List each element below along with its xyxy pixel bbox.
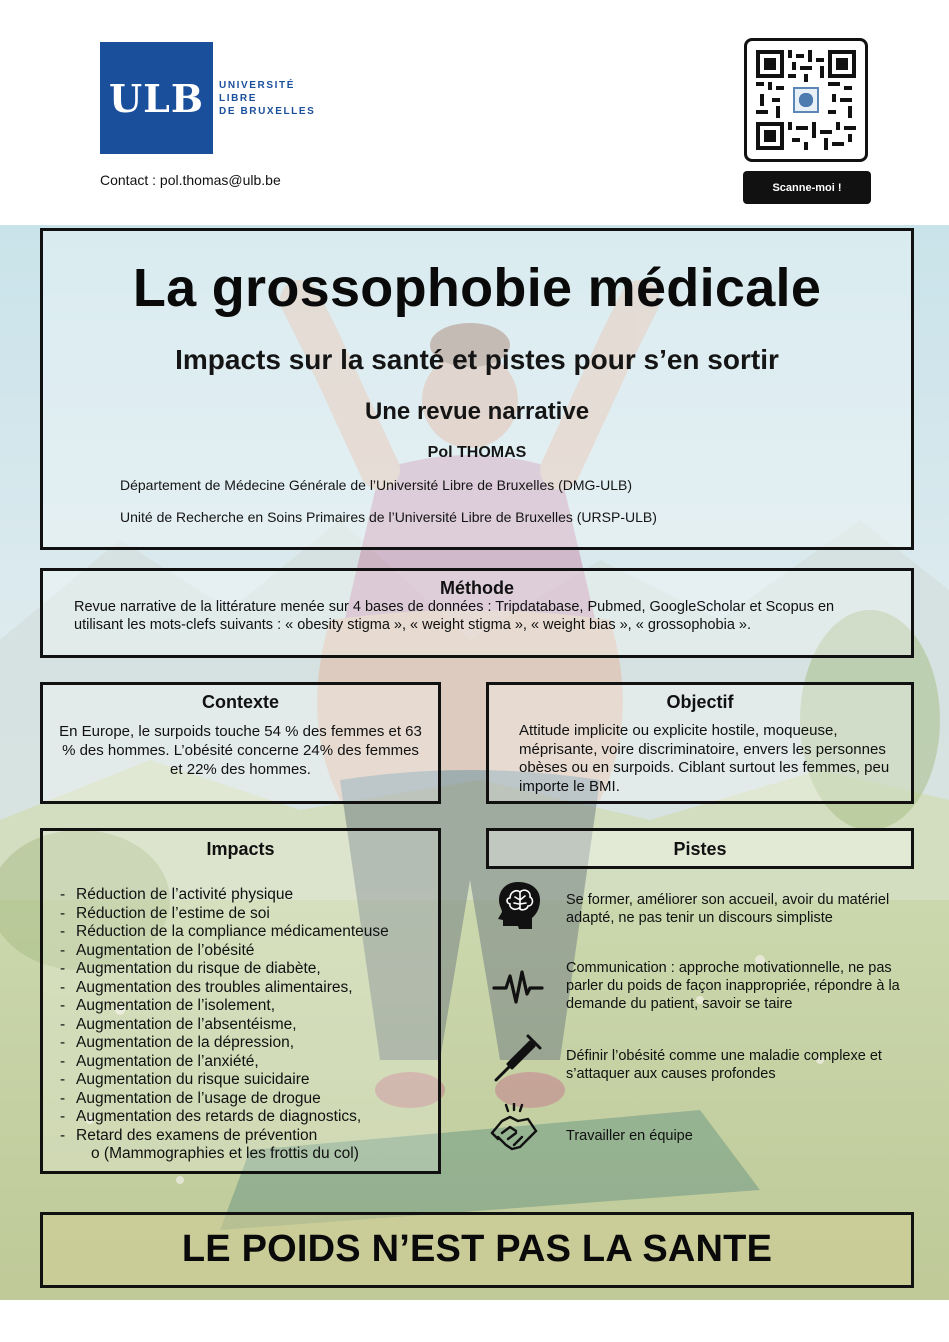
- pistes-title: Pistes: [673, 839, 727, 859]
- logo-line: DE BRUXELLES: [219, 106, 316, 117]
- poster-title: La grossophobie médicale: [132, 258, 822, 318]
- contexte-title: Contexte: [201, 692, 279, 712]
- list-item: - Augmentation de l’usage de drogue: [57, 1090, 430, 1109]
- pistes-header: [486, 828, 914, 869]
- syringe-icon: [492, 1032, 544, 1084]
- piste-text-maladie: Définir l’obésité comme une maladie complexe et s’attaquer aux causes profondes: [566, 1048, 882, 1082]
- contexte-panel: [40, 682, 441, 804]
- contexte-text: En Europe, le surpoids touche 54 % des femmes et 63 % des hommes. L’obésité concerne 24% des femmes et 22% des hommes.: [59, 723, 422, 778]
- list-item: - Augmentation de la dépression,: [57, 1034, 430, 1053]
- piste-text-formation: Se former, améliorer son accueil, avoir du matériel adapté, ne pas tenir un discours simpliste: [566, 892, 890, 926]
- qr-code[interactable]: [744, 38, 868, 162]
- list-item: - Augmentation de l’absentéisme,: [57, 1016, 430, 1035]
- methode-title: Méthode: [440, 578, 514, 598]
- qr-code-icon: [756, 50, 856, 150]
- study-type: Une revue narrative: [364, 398, 590, 425]
- objectif-title: Objectif: [666, 692, 734, 712]
- scan-me-button[interactable]: Scanne-moi !: [743, 171, 871, 204]
- handshake-icon: [488, 1103, 540, 1155]
- affiliation-dmg: Département de Médecine Générale de l’Université Libre de Bruxelles (DMG-ULB): [120, 477, 633, 493]
- heartbeat-icon: [492, 962, 544, 1014]
- impacts-list: [57, 886, 430, 1145]
- objectif-panel: [486, 682, 914, 804]
- footer-slogan: LE POIDS N’EST PAS LA SANTE: [181, 1228, 773, 1270]
- list-item: - Augmentation de l’obésité: [57, 942, 430, 961]
- methode-panel: [40, 568, 914, 658]
- title-panel: [40, 228, 914, 550]
- list-item: - Augmentation du risque de diabète,: [57, 960, 430, 979]
- ulb-logo: [100, 42, 213, 154]
- piste-text-communication: Communication : approche motivationnelle, ne pas parler du poids de façon inappropriée, répondre à la demande du patient, savoir se taire: [566, 960, 900, 1012]
- poster-subtitle: Impacts sur la santé et pistes pour s’en sortir: [175, 344, 779, 375]
- logo-text: [219, 79, 315, 118]
- logo-line: LIBRE: [219, 93, 257, 104]
- footer-banner: [40, 1212, 914, 1288]
- list-item: - Augmentation des troubles alimentaires,: [57, 979, 430, 998]
- methode-text: Revue narrative de la littérature menée sur 4 bases de données : Tripdatabase, Pubmed, GoogleScholar et Scopus en utilisant les mots-clefs suivants : « obesity stigma », « weight stigma », « weight bias », « grossophobia ».: [74, 599, 835, 633]
- list-item: - Augmentation de l’isolement,: [57, 997, 430, 1016]
- impacts-panel: [40, 828, 441, 1174]
- piste-text-equipe: Travailler en équipe: [566, 1128, 693, 1144]
- contact-email[interactable]: Contact : pol.thomas@ulb.be: [100, 172, 281, 188]
- affiliation-ursp: Unité de Recherche en Soins Primaires de l’Université Libre de Bruxelles (URSP-ULB): [120, 509, 657, 525]
- logo-line: UNIVERSITÉ: [219, 80, 296, 91]
- list-item: - Augmentation des retards de diagnostics,: [57, 1108, 430, 1127]
- author-name: Pol THOMAS: [427, 444, 527, 461]
- objectif-text: Attitude implicite ou explicite hostile, moqueuse, méprisante, voire discriminatoire, envers les personnes obèses ou en surpoids. Ciblant surtout les femmes, peu importe le BMI.: [519, 722, 890, 795]
- list-item: - Réduction de la compliance médicamenteuse: [57, 923, 430, 942]
- list-item: - Augmentation de l’anxiété,: [57, 1053, 430, 1072]
- logo-abbreviation: ULB: [109, 75, 204, 121]
- list-item: - Augmentation du risque suicidaire: [57, 1071, 430, 1090]
- list-item: - Réduction de l’estime de soi: [57, 905, 430, 924]
- list-item: - Retard des examens de prévention: [57, 1127, 430, 1146]
- impacts-title: Impacts: [206, 839, 275, 859]
- brain-head-icon: [494, 878, 546, 930]
- list-sub-item: o (Mammographies et les frottis du col): [91, 1145, 359, 1162]
- list-item: - Réduction de l’activité physique: [57, 886, 430, 905]
